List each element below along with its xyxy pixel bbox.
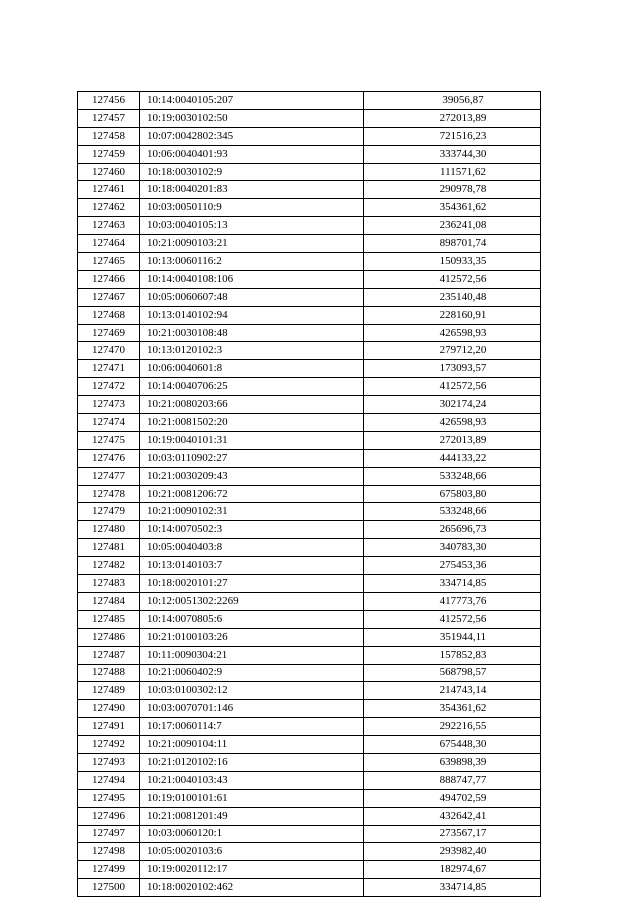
- value-cell: 302174,24: [364, 396, 541, 414]
- value-cell: 334714,85: [364, 575, 541, 593]
- table-row: [78, 360, 541, 378]
- value-cell: 444133,22: [364, 449, 541, 467]
- cadastral-number-cell: 10:05:0020103:6: [140, 843, 364, 861]
- value-cell: 272013,89: [364, 109, 541, 127]
- value-cell: 214743,14: [364, 682, 541, 700]
- row-number-cell: 127461: [78, 181, 140, 199]
- cadastral-number-cell: 10:21:0081502:20: [140, 414, 364, 432]
- table-row: [78, 718, 541, 736]
- table-row: [78, 449, 541, 467]
- row-number-cell: 127472: [78, 378, 140, 396]
- value-cell: 150933,35: [364, 253, 541, 271]
- table-row: [78, 145, 541, 163]
- row-number-cell: 127473: [78, 396, 140, 414]
- value-cell: 236241,08: [364, 217, 541, 235]
- value-cell: 568798,57: [364, 664, 541, 682]
- cadastral-number-cell: 10:07:0042802:345: [140, 127, 364, 145]
- cadastral-number-cell: 10:18:0040201:83: [140, 181, 364, 199]
- value-cell: 340783,30: [364, 539, 541, 557]
- cadastral-number-cell: 10:03:0070701:146: [140, 700, 364, 718]
- table-row: [78, 235, 541, 253]
- table-row: [78, 592, 541, 610]
- cadastral-number-cell: 10:21:0081206:72: [140, 485, 364, 503]
- value-cell: 290978,78: [364, 181, 541, 199]
- value-cell: 675448,30: [364, 736, 541, 754]
- row-number-cell: 127458: [78, 127, 140, 145]
- row-number-cell: 127457: [78, 109, 140, 127]
- cadastral-number-cell: 10:21:0030108:48: [140, 324, 364, 342]
- value-cell: 721516,23: [364, 127, 541, 145]
- row-number-cell: 127471: [78, 360, 140, 378]
- cadastral-number-cell: 10:19:0020112:17: [140, 861, 364, 879]
- row-number-cell: 127464: [78, 235, 140, 253]
- row-number-cell: 127497: [78, 825, 140, 843]
- table-row: [78, 217, 541, 235]
- row-number-cell: 127491: [78, 718, 140, 736]
- value-cell: 888747,77: [364, 771, 541, 789]
- table-row: [78, 431, 541, 449]
- table-row: [78, 664, 541, 682]
- cadastral-number-cell: 10:03:0050110:9: [140, 199, 364, 217]
- table-row: [78, 771, 541, 789]
- table-row: [78, 700, 541, 718]
- row-number-cell: 127479: [78, 503, 140, 521]
- row-number-cell: 127481: [78, 539, 140, 557]
- table-row: [78, 503, 541, 521]
- table-row: [78, 789, 541, 807]
- data-table: [77, 91, 541, 897]
- cadastral-number-cell: 10:12:0051302:2269: [140, 592, 364, 610]
- table-row: [78, 396, 541, 414]
- row-number-cell: 127494: [78, 771, 140, 789]
- row-number-cell: 127492: [78, 736, 140, 754]
- value-cell: 432642,41: [364, 807, 541, 825]
- value-cell: 533248,66: [364, 467, 541, 485]
- row-number-cell: 127475: [78, 431, 140, 449]
- cadastral-number-cell: 10:14:0070502:3: [140, 521, 364, 539]
- row-number-cell: 127470: [78, 342, 140, 360]
- cadastral-number-cell: 10:06:0040401:93: [140, 145, 364, 163]
- table-row: [78, 736, 541, 754]
- row-number-cell: 127468: [78, 306, 140, 324]
- value-cell: 898701,74: [364, 235, 541, 253]
- table-row: [78, 575, 541, 593]
- table-row: [78, 163, 541, 181]
- cadastral-number-cell: 10:21:0030209:43: [140, 467, 364, 485]
- table-row: [78, 253, 541, 271]
- value-cell: 354361,62: [364, 199, 541, 217]
- row-number-cell: 127493: [78, 753, 140, 771]
- row-number-cell: 127490: [78, 700, 140, 718]
- table-row: [78, 324, 541, 342]
- row-number-cell: 127474: [78, 414, 140, 432]
- table-row: [78, 485, 541, 503]
- value-cell: 412572,56: [364, 270, 541, 288]
- value-cell: 292216,55: [364, 718, 541, 736]
- table-row: [78, 414, 541, 432]
- value-cell: 639898,39: [364, 753, 541, 771]
- cadastral-number-cell: 10:18:0020102:462: [140, 879, 364, 897]
- row-number-cell: 127467: [78, 288, 140, 306]
- table-row: [78, 467, 541, 485]
- value-cell: 426598,93: [364, 324, 541, 342]
- value-cell: 265696,73: [364, 521, 541, 539]
- table-row: [78, 753, 541, 771]
- cadastral-number-cell: 10:19:0100101:61: [140, 789, 364, 807]
- cadastral-number-cell: 10:21:0081201:49: [140, 807, 364, 825]
- cadastral-number-cell: 10:03:0060120:1: [140, 825, 364, 843]
- table-row: [78, 92, 541, 110]
- table-row: [78, 127, 541, 145]
- cadastral-number-cell: 10:14:0040108:106: [140, 270, 364, 288]
- row-number-cell: 127484: [78, 592, 140, 610]
- table-row: [78, 557, 541, 575]
- row-number-cell: 127480: [78, 521, 140, 539]
- cadastral-number-cell: 10:17:0060114:7: [140, 718, 364, 736]
- value-cell: 426598,93: [364, 414, 541, 432]
- value-cell: 417773,76: [364, 592, 541, 610]
- cadastral-number-cell: 10:14:0040105:207: [140, 92, 364, 110]
- cadastral-number-cell: 10:21:0090103:21: [140, 235, 364, 253]
- value-cell: 157852,83: [364, 646, 541, 664]
- row-number-cell: 127462: [78, 199, 140, 217]
- table-row: [78, 682, 541, 700]
- row-number-cell: 127466: [78, 270, 140, 288]
- table-row: [78, 199, 541, 217]
- cadastral-number-cell: 10:14:0070805:6: [140, 610, 364, 628]
- cadastral-number-cell: 10:18:0030102:9: [140, 163, 364, 181]
- row-number-cell: 127469: [78, 324, 140, 342]
- table-row: [78, 270, 541, 288]
- cadastral-number-cell: 10:21:0090102:31: [140, 503, 364, 521]
- table-row: [78, 109, 541, 127]
- row-number-cell: 127499: [78, 861, 140, 879]
- row-number-cell: 127486: [78, 628, 140, 646]
- cadastral-number-cell: 10:03:0110902:27: [140, 449, 364, 467]
- value-cell: 111571,62: [364, 163, 541, 181]
- cadastral-number-cell: 10:19:0030102:50: [140, 109, 364, 127]
- row-number-cell: 127500: [78, 879, 140, 897]
- table-row: [78, 628, 541, 646]
- value-cell: 412572,56: [364, 378, 541, 396]
- table-row: [78, 342, 541, 360]
- value-cell: 235140,48: [364, 288, 541, 306]
- row-number-cell: 127488: [78, 664, 140, 682]
- row-number-cell: 127460: [78, 163, 140, 181]
- cadastral-number-cell: 10:13:0140102:94: [140, 306, 364, 324]
- cadastral-number-cell: 10:13:0120102:3: [140, 342, 364, 360]
- row-number-cell: 127489: [78, 682, 140, 700]
- value-cell: 272013,89: [364, 431, 541, 449]
- row-number-cell: 127498: [78, 843, 140, 861]
- row-number-cell: 127482: [78, 557, 140, 575]
- value-cell: 494702,59: [364, 789, 541, 807]
- cadastral-number-cell: 10:13:0140103:7: [140, 557, 364, 575]
- cadastral-number-cell: 10:21:0060402:9: [140, 664, 364, 682]
- row-number-cell: 127459: [78, 145, 140, 163]
- table-row: [78, 843, 541, 861]
- value-cell: 412572,56: [364, 610, 541, 628]
- value-cell: 279712,20: [364, 342, 541, 360]
- cadastral-number-cell: 10:21:0090104:11: [140, 736, 364, 754]
- cadastral-number-cell: 10:03:0040105:13: [140, 217, 364, 235]
- row-number-cell: 127483: [78, 575, 140, 593]
- table-row: [78, 825, 541, 843]
- table-row: [78, 879, 541, 897]
- value-cell: 273567,17: [364, 825, 541, 843]
- row-number-cell: 127478: [78, 485, 140, 503]
- cadastral-number-cell: 10:21:0100103:26: [140, 628, 364, 646]
- row-number-cell: 127477: [78, 467, 140, 485]
- value-cell: 275453,36: [364, 557, 541, 575]
- row-number-cell: 127495: [78, 789, 140, 807]
- row-number-cell: 127476: [78, 449, 140, 467]
- table-row: [78, 807, 541, 825]
- cadastral-number-cell: 10:21:0080203:66: [140, 396, 364, 414]
- table-row: [78, 521, 541, 539]
- value-cell: 182974,67: [364, 861, 541, 879]
- table-row: [78, 181, 541, 199]
- cadastral-number-cell: 10:05:0040403:8: [140, 539, 364, 557]
- cadastral-number-cell: 10:18:0020101:27: [140, 575, 364, 593]
- value-cell: 228160,91: [364, 306, 541, 324]
- cadastral-number-cell: 10:13:0060116:2: [140, 253, 364, 271]
- value-cell: 675803,80: [364, 485, 541, 503]
- cadastral-number-cell: 10:19:0040101:31: [140, 431, 364, 449]
- row-number-cell: 127463: [78, 217, 140, 235]
- value-cell: 173093,57: [364, 360, 541, 378]
- table-row: [78, 861, 541, 879]
- cadastral-number-cell: 10:05:0060607:48: [140, 288, 364, 306]
- row-number-cell: 127485: [78, 610, 140, 628]
- row-number-cell: 127496: [78, 807, 140, 825]
- cadastral-number-cell: 10:03:0100302:12: [140, 682, 364, 700]
- table-row: [78, 378, 541, 396]
- table-row: [78, 288, 541, 306]
- value-cell: 334714,85: [364, 879, 541, 897]
- value-cell: 39056,87: [364, 92, 541, 110]
- cadastral-number-cell: 10:21:0040103:43: [140, 771, 364, 789]
- row-number-cell: 127465: [78, 253, 140, 271]
- row-number-cell: 127456: [78, 92, 140, 110]
- table-row: [78, 306, 541, 324]
- value-cell: 293982,40: [364, 843, 541, 861]
- cadastral-number-cell: 10:06:0040601:8: [140, 360, 364, 378]
- cadastral-number-cell: 10:14:0040706:25: [140, 378, 364, 396]
- value-cell: 354361,62: [364, 700, 541, 718]
- value-cell: 351944,11: [364, 628, 541, 646]
- value-cell: 333744,30: [364, 145, 541, 163]
- value-cell: 533248,66: [364, 503, 541, 521]
- row-number-cell: 127487: [78, 646, 140, 664]
- table-row: [78, 610, 541, 628]
- cadastral-number-cell: 10:11:0090304:21: [140, 646, 364, 664]
- table-row: [78, 646, 541, 664]
- table-row: [78, 539, 541, 557]
- table-body: [78, 92, 541, 897]
- cadastral-number-cell: 10:21:0120102:16: [140, 753, 364, 771]
